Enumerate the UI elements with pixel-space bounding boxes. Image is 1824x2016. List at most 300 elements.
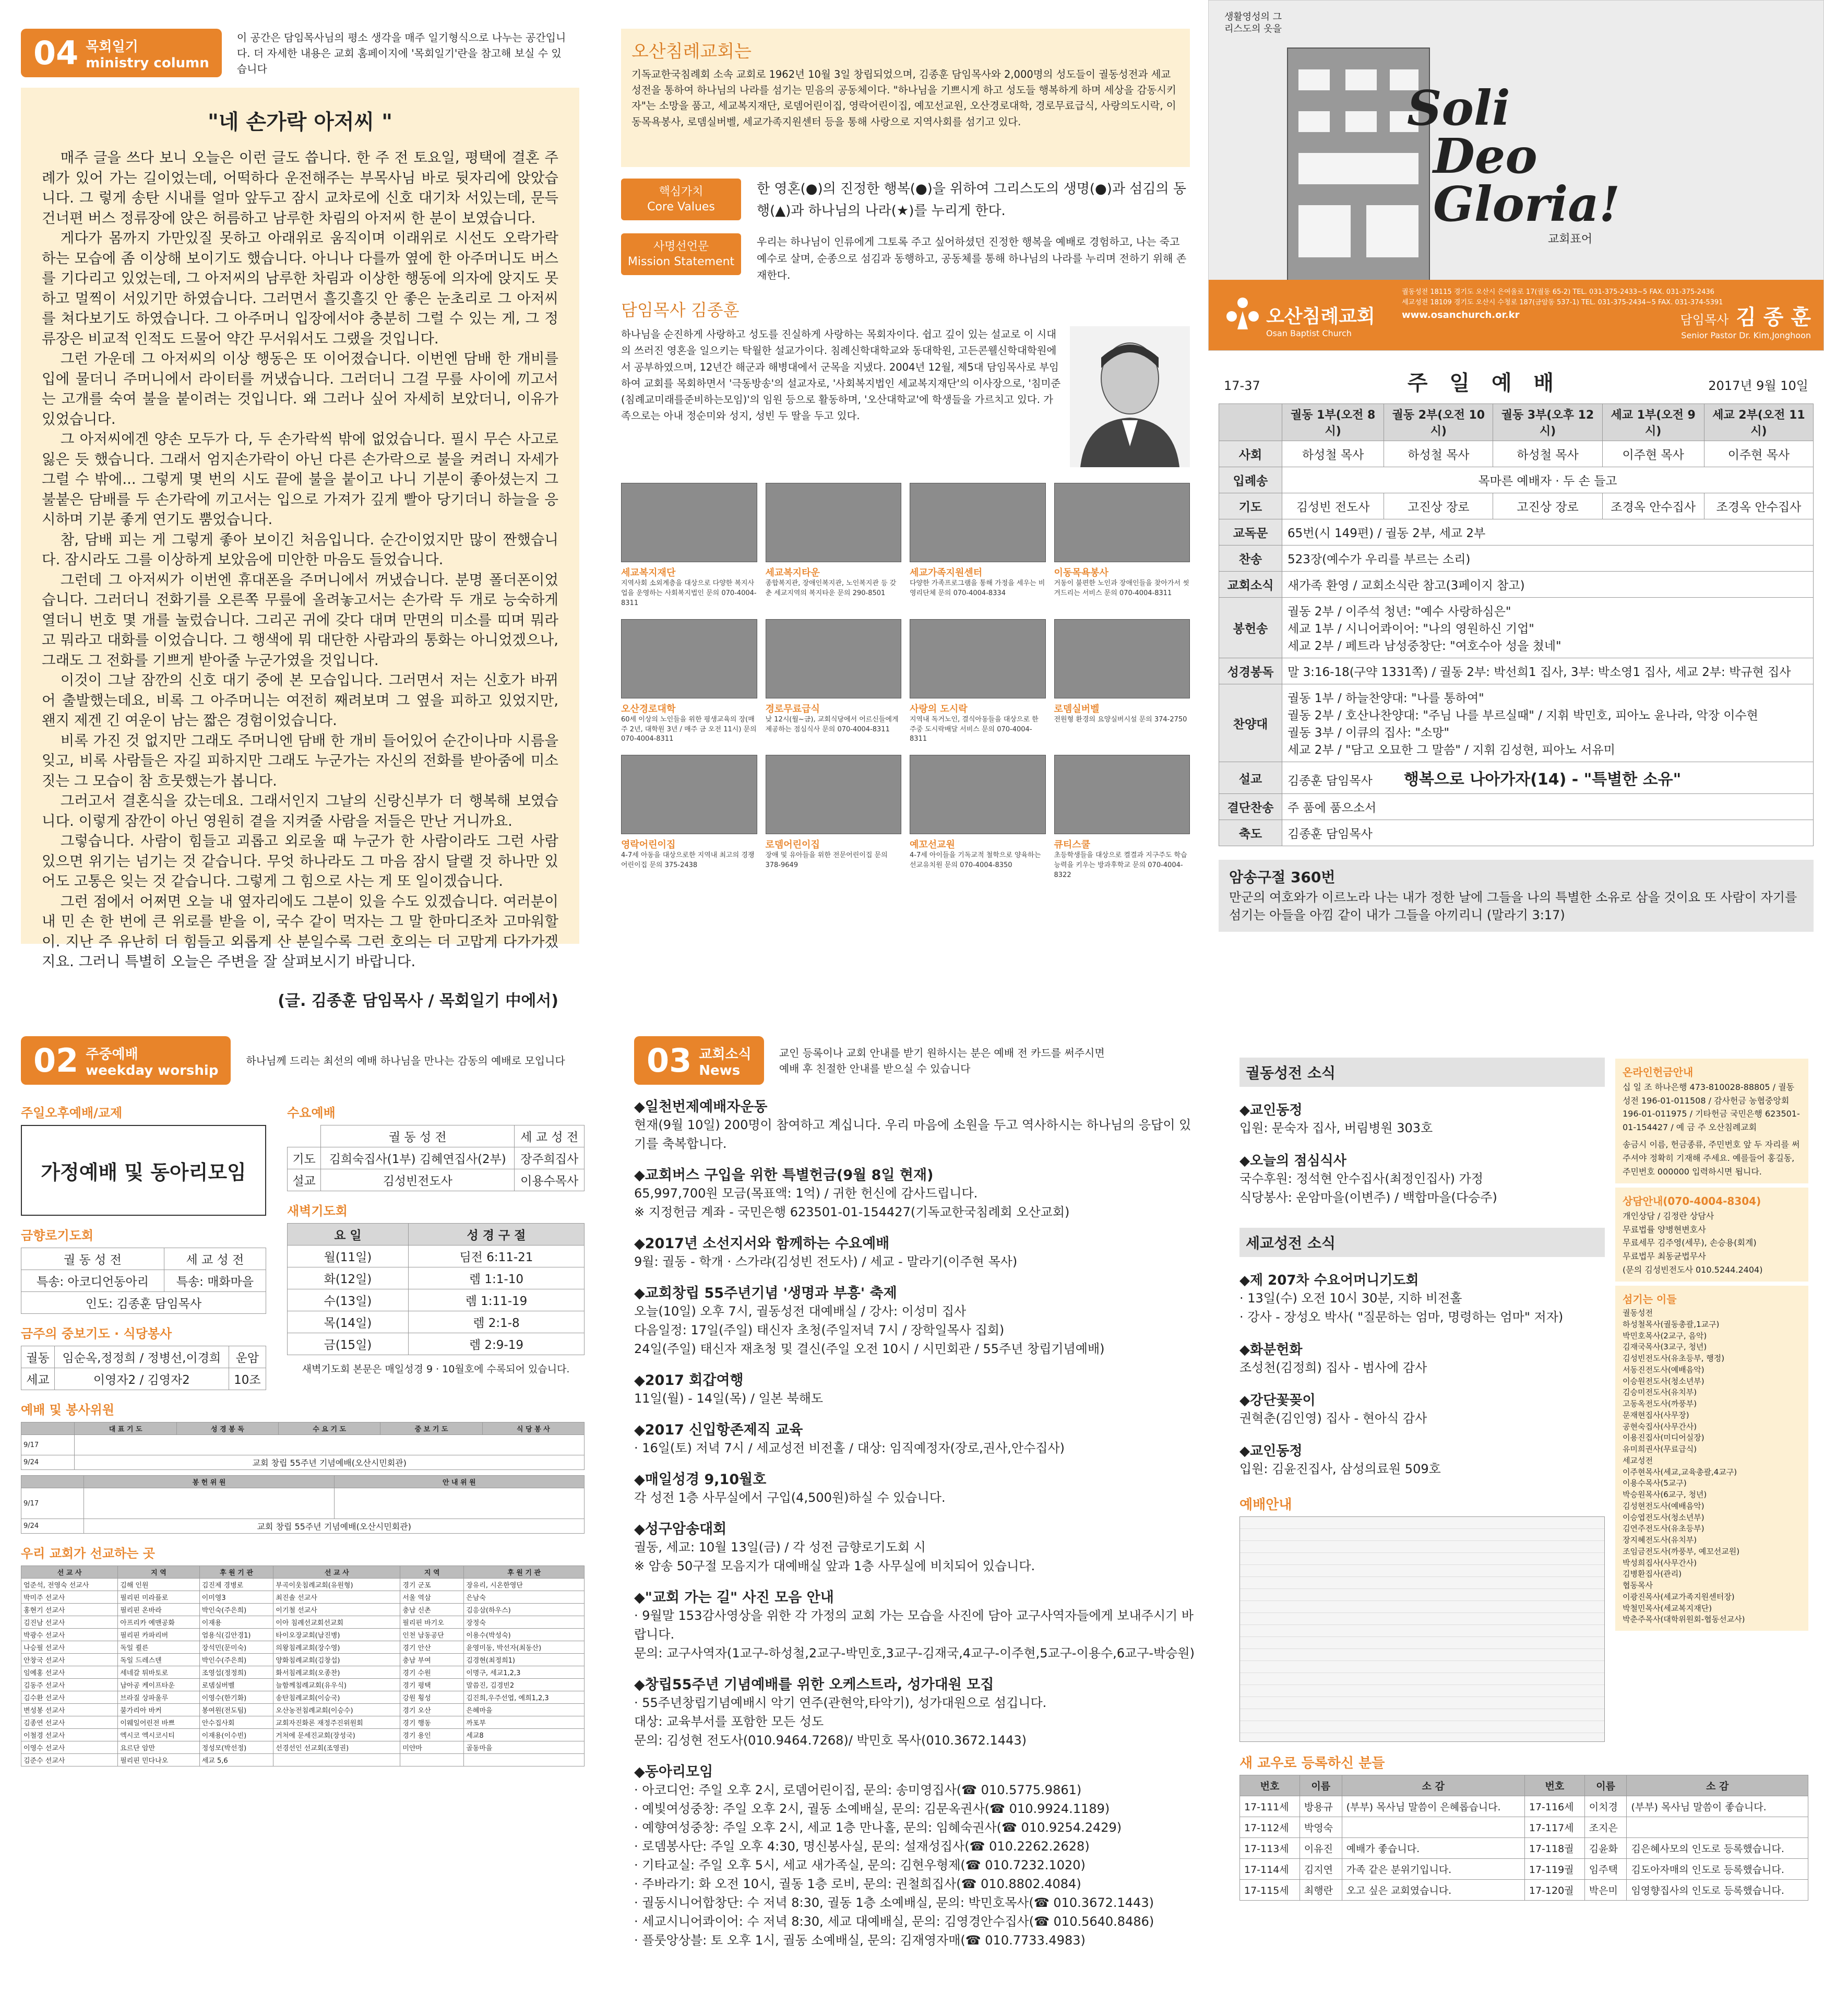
news-item-title: ◆일천번제예배자운동 [634, 1099, 768, 1115]
branch-news-body: 권혁춘(김인영) 집사 - 현아식 감사 [1239, 1411, 1427, 1426]
ministry-description: 장애 및 유아들을 위한 전문어린이집 문의 378-9649 [765, 851, 888, 870]
ministry-description: 60세 이상의 노인들을 위한 평생교육의 장(매주 2년, 대학원 3년 / 매주 금 오전 11시) 문의 070-4004-8311 [621, 715, 757, 743]
missionary-header: 후 원 기 관 [199, 1566, 273, 1579]
new-member-cell: 김윤화 [1584, 1838, 1627, 1859]
table-row [21, 1704, 585, 1716]
order-cell: 하성철 목사 [1493, 441, 1602, 467]
missionary-cell: 김해 인원 [118, 1579, 200, 1591]
missionary-cell: 필리핀 카파리버 [118, 1629, 200, 1641]
missionary-cell: 세교 5,6 [199, 1754, 273, 1766]
new-member-cell [1342, 1817, 1524, 1838]
motto-caption: 교회표어 [1548, 233, 1593, 246]
missionary-cell: 필리핀 온바라 [118, 1604, 200, 1616]
news-item-body: 각 성전 1층 사무실에서 구입(4,500원)하실 수 있습니다. [634, 1490, 946, 1505]
missionary-cell: 나승필 선교사 [21, 1641, 118, 1654]
worship-header [1208, 366, 1824, 396]
missionary-cell: 미얀마 [400, 1741, 464, 1754]
senior-pastor: 담임목사 김 종 훈 Senior Pastor Dr. Kim,Jonghoon [1680, 305, 1811, 340]
missionary-cell: 이아 침례선교회선교회 [273, 1616, 400, 1629]
weekly-prayer-title: 금주의 중보기도 · 식당봉사 [21, 1326, 172, 1341]
weekly-cell: 운암 [229, 1346, 266, 1368]
new-member-cell: 17-112세 [1240, 1817, 1300, 1838]
missionary-cell: 최진솔 선교사 [273, 1591, 400, 1604]
missionary-cell: 경기 안산 [400, 1641, 464, 1654]
new-members-table [1239, 1775, 1808, 1901]
order-cell: 하성철 목사 [1384, 441, 1493, 467]
memory-verse: 암송구절 360번 만군의 여호와가 이르노라 나는 내가 정한 날에 그들을 나의 특별한 소유로 삼을 것이요 또 사람이 자기를 섬기는 아들을 아낌 같이 내가 그들을 아끼리니 (말라기 3:17) [1219, 860, 1814, 932]
missionary-header: 선 교 사 [273, 1566, 400, 1579]
dawn-prayer-table [287, 1223, 585, 1355]
order-label: 교독문 [1219, 519, 1282, 545]
dawn-cell: 딤전 6:11-21 [408, 1246, 584, 1267]
missionary-cell: 이기철 선교사 [273, 1604, 400, 1616]
order-span-cell: 새가족 환영 / 교회소식란 참고(3페이지 참고) [1282, 572, 1814, 598]
ministry-photo [1054, 755, 1190, 834]
missionary-cell: 충남 신촌 [400, 1604, 464, 1616]
missionary-cell: 타이오장교회(남진병) [273, 1629, 400, 1641]
order-label: 결단찬송 [1219, 794, 1282, 820]
service-header: 세교 1부(오전 9시) [1602, 404, 1704, 441]
missionary-cell: 경기 행동 [400, 1716, 464, 1729]
section-intro: 하나님께 드리는 최선의 예배 하나님을 만나는 감동의 예배로 모입니다 [246, 1054, 565, 1067]
missionary-cell: 장유리, 시온한영단 [464, 1579, 585, 1591]
missionary-cell: 정성모(박선정) [199, 1741, 273, 1754]
staff-corner [21, 1422, 75, 1435]
section-badge: 04 목회일기 ministry column [21, 29, 222, 77]
missionary-cell: 경기 군포 [400, 1579, 464, 1591]
order-cell: 하성철 목사 [1282, 441, 1384, 467]
new-member-cell: 17-118궐 [1524, 1838, 1584, 1859]
ministry-photo-card [910, 619, 1046, 745]
staff-list-box: 섬기는 이들 궐동성전 하성철목사(궐동총괄,1교구) 박민호목사(2교구, 음악) 김재국목사(3교구, 청년) 김성빈전도사(유초등부, 행정) 서동진전도사(예배음악) 이승원전도사(청소년부) 김승미전도사(유치부) 고동옥전도사(까풍부) 문재현집사(사무장) 공현숙집사(사무간사) 이용진집사(미디어실장) 유미희권사(무료급식) 세교성전 이주현목사(세교,교육총괄,4교구) 이용수목사(5교구) 박승원목사(6교구, 청년) 김성현전도사(예배음악) 이승엽전도사(청소년부) 김연주전도사(유초등부) 장지혜전도사(유치부) 조임금전도사(까풍부, 예꼬선교원) 박성희집사(사무간사) 김병환집사(관리) 협동목사 이광진목사(세교가족지원센터장) 박철민목사(세교복지재단) 박춘주목사(대학위원회-협동선교사) [1615, 1286, 1808, 1631]
order-span-cell: 65번(시 149편) / 궐동 2부, 세교 2부 [1282, 519, 1814, 545]
news-item-title: ◆2017 신입항존제직 교육 [634, 1422, 803, 1438]
missionary-cell: 이재용(이수빈) [199, 1729, 273, 1741]
order-label: 입례송 [1219, 467, 1282, 493]
table-row [21, 1604, 585, 1616]
news-item-title: ◆동아리모임 [634, 1764, 713, 1780]
core-values [621, 179, 1190, 222]
church-history [621, 29, 1190, 167]
missionary-cell: 장석민(문미숙) [199, 1641, 273, 1654]
missionary-cell: 세교8 [464, 1729, 585, 1741]
column-signature: (글. 김종훈 담임목사 / 목회일기 中에서) [278, 991, 558, 1010]
dawn-cell: 렘 1:1-10 [408, 1267, 584, 1289]
order-row [1219, 519, 1814, 545]
staff-header: 수 요 기 도 [279, 1422, 380, 1435]
order-cell: 고진상 장로 [1384, 493, 1493, 519]
ministry-photo [621, 483, 757, 562]
missionary-cell: 경기 수원 [400, 1666, 464, 1679]
core-values-badge: 핵심가치 Core Values [621, 179, 741, 220]
order-cell: 김성빈 전도사 [1282, 493, 1384, 519]
ministry-description: 종합복지관, 장애인복지관, 노인복지관 등 갖춘 세교지역의 복지타운 문의 290-8501 [765, 579, 897, 598]
missionary-cell: 봉여원(전도팀) [199, 1704, 273, 1716]
order-label: 기도 [1219, 493, 1282, 519]
ministry-caption: 로뎀어린이집 [765, 839, 820, 851]
missionary-cell: 충남 부여 [400, 1654, 464, 1666]
sunday-afternoon-title: 주일오후예배/교제 [21, 1106, 123, 1120]
missionary-cell: 로뎀실버벨 [199, 1679, 273, 1691]
new-member-header: 소 감 [1342, 1775, 1524, 1796]
news-item [634, 1468, 1203, 1507]
order-row [1219, 820, 1814, 846]
missionary-cell: 이미영3 [199, 1591, 273, 1604]
missionary-cell: 강원 횡성 [400, 1691, 464, 1704]
worship-date: 2017년 9월 10일 [1708, 378, 1808, 393]
order-label: 교회소식 [1219, 572, 1282, 598]
missionary-cell: 경기 오산 [400, 1704, 464, 1716]
friday-title: 금향로기도회 [21, 1228, 94, 1243]
family-worship-box: 가정예배 및 동아리모임 [21, 1125, 266, 1216]
missionary-cell: 김준수 선교사 [21, 1754, 118, 1766]
missionary-cell: 김응삼(하우스) [464, 1604, 585, 1616]
order-corner [1219, 404, 1282, 441]
missionary-cell: 필리핀 바기오 [400, 1616, 464, 1629]
church-address: 궐동성전 18115 경기도 오산시 은여울로 17(궐동 65-2) TEL. 031-375-2433~5 FAX. 031-375-2436 세교성전 18109 경기도 오산시 수청로 187(금암동 537-1) TEL. 031-375-2434~5 FAX. 031-374-5391 www.osanchurch.or.kr [1402, 288, 1723, 321]
new-member-cell: 임주택 [1584, 1859, 1627, 1880]
table-row [21, 1579, 585, 1591]
worship-guide-table [1239, 1516, 1605, 1742]
column-title: "네 손가락 아저씨 " [208, 110, 392, 134]
missionary-cell: 경기 평택 [400, 1679, 464, 1691]
church-name: 오산침례교회 Osan Baptist Church [1266, 306, 1375, 338]
ministry-photo [766, 619, 902, 698]
ministry-description: 4-7세 아이들을 기독교적 철학으로 양육하는 선교유치원 문의 070-4004-8350 [910, 851, 1041, 870]
church-logo-icon [1224, 295, 1261, 332]
missionary-cell: 필리핀 미라플로 [118, 1591, 200, 1604]
mission-text: 우리는 하나님이 인류에게 그토록 주고 싶어하셨던 진정한 행복을 예배로 경험하고, 나는 죽고 예수로 살며, 순종으로 섬김과 동행하고, 공동체를 통해 하나님의 나라를 누리며 전하기 위해 존재한다. [757, 235, 1187, 282]
new-members-heading: 새 교우로 등록하신 분들 [1239, 1756, 1385, 1771]
ministry-description: 초등학생들을 대상으로 켤결과 지구주도 학습능력을 키우는 방과후학교 문의 070-4004-8322 [1054, 851, 1187, 879]
missionary-cell [273, 1754, 400, 1766]
branch-news-body: · 13일(수) 오전 10시 30분, 지하 비전홀 · 강사 - 장성오 박사( "질문하는 엄마, 명령하는 엄마" 저자) [1239, 1291, 1564, 1324]
column-paragraph: 이것이 그날 잠깐의 신호 대기 중에 본 모습입니다. 그러면서 저는 신호가 바뀌어 출발했는데요, 비록 그 아주머니는 여전히 째려보며 그 옆을 피하고 있었지만, 왠지 제겐 긴 여운이 남는 짧은 경험이었습니다. [42, 672, 558, 729]
order-span-cell: 목마른 예배자 · 두 손 들고 [1282, 467, 1814, 493]
ministry-caption: 오산경로대학 [621, 703, 676, 715]
new-member-header: 번호 [1524, 1775, 1584, 1796]
missionary-cell: 세네갈 튀바토로 [118, 1666, 200, 1679]
missionary-cell: 까포부 [464, 1716, 585, 1729]
missionary-title: 우리 교회가 선교하는 곳 [21, 1546, 155, 1561]
new-member-header: 번호 [1240, 1775, 1300, 1796]
missionary-cell: 임예홍 선교사 [21, 1666, 118, 1679]
missionary-cell: 필리핀 민다나오 [118, 1754, 200, 1766]
service-header: 궐동 1부(오전 8시) [1282, 404, 1384, 441]
news-item-body: 현재(9월 10일) 200명이 참여하고 계십니다. 우리 마음에 소원을 두고 역사하시는 하나님의 응답이 있기를 축복합니다. [634, 1118, 1191, 1151]
table-row [1240, 1796, 1808, 1817]
missionary-cell: 골동마을 [464, 1741, 585, 1754]
ministry-photo-card [910, 483, 1046, 609]
missionary-cell: 이철경 선교사 [21, 1729, 118, 1741]
missionary-cell: 엄용식(김안경1) [199, 1629, 273, 1641]
service-header: 궐동 2부(오전 10시) [1384, 404, 1493, 441]
ministry-photo [1054, 619, 1190, 698]
segyo-news-heading: 세교성전 소식 [1239, 1228, 1605, 1257]
new-member-cell: 가족 같은 분위기입니다. [1342, 1859, 1524, 1880]
new-member-cell: 박은미 [1584, 1880, 1627, 1901]
ministry-caption: 예꼬선교원 [910, 839, 955, 851]
worship-guide-heading: 예배안내 [1239, 1497, 1292, 1513]
new-member-cell: 이치경 [1584, 1796, 1627, 1817]
order-cell: 이주현 목사 [1602, 441, 1704, 467]
table-row [21, 1716, 585, 1729]
news-list [634, 1095, 1203, 1950]
news-item [634, 1282, 1203, 1358]
missionary-cell: 김종연 선교사 [21, 1716, 118, 1729]
ministry-caption: 세교복지재단 [621, 567, 676, 579]
missionary-cell: 화서침례교회(오종찬) [273, 1666, 400, 1679]
dawn-header: 요 일 [288, 1224, 409, 1246]
order-label: 축도 [1219, 820, 1282, 846]
column-paragraph: 그런 점에서 어쩌면 오늘 내 옆자리에도 그분이 있을 수도 있겠습니다. 여러분이 내 민 손 한 번에 큰 위로를 받을 이, 국수 같이 먹자는 그 말 한마디조차 고마워할 이. 지난 주 유난히 더 힘들고 외롭게 산 분일수록 그런 호의는 더 고맙게 다가가겠지요. 그러니 특별히 오늘은 주변을 잘 살펴보시기 바랍니다. [42, 893, 558, 970]
new-member-cell: 예배가 좋습니다. [1342, 1838, 1524, 1859]
table-row [21, 1729, 585, 1741]
ministry-description: 지역내 독거노인, 결식아동들을 대상으로 한 주중 도시락배달 서비스 문의 070-4004-8311 [910, 715, 1039, 743]
order-row [1219, 684, 1814, 762]
missionary-cell: 이재용 [199, 1616, 273, 1629]
order-row [1219, 545, 1814, 572]
pastor-profile [621, 326, 1190, 467]
dawn-prayer-title: 새벽기도회 [287, 1204, 348, 1218]
order-cell: 고진상 장로 [1493, 493, 1602, 519]
church-news-panel [634, 1036, 1203, 2016]
new-member-cell: 임영향집사의 인도로 등록했습니다. [1627, 1880, 1808, 1901]
ministry-caption: 경로무료급식 [765, 703, 820, 715]
order-row [1219, 493, 1814, 519]
missionary-cell: 독일 드레스덴 [118, 1654, 200, 1666]
ministry-caption: 세교가족지원센터 [910, 567, 983, 579]
order-cell: 조경옥 안수집사 [1602, 493, 1704, 519]
news-item [634, 1673, 1203, 1750]
dawn-header: 성 경 구 절 [408, 1224, 584, 1246]
new-member-header: 이름 [1300, 1775, 1342, 1796]
branch-news-body: 입원: 김윤진집사, 삼성의료원 509호 [1239, 1462, 1441, 1476]
missionary-cell: 김진제 경병로 [199, 1579, 273, 1591]
church-intro-panel [621, 29, 1190, 979]
ministry-caption: 세교복지타운 [765, 567, 820, 579]
ministry-caption: 영락어린이집 [621, 839, 676, 851]
ministry-photo [621, 619, 757, 698]
ministry-photo [910, 619, 1046, 698]
new-member-header: 이름 [1584, 1775, 1627, 1796]
news-item-title: ◆성구암송대회 [634, 1521, 727, 1537]
news-item [634, 1760, 1203, 1950]
worship-title: 주 일 예 배 [1407, 371, 1561, 395]
table-row [21, 1591, 585, 1604]
news-item [634, 1232, 1203, 1271]
missionary-cell: 박미주 선교사 [21, 1591, 118, 1604]
branch-news-title: ◆화분헌화 [1239, 1342, 1303, 1358]
column-paragraph: 그런 가운데 그 아저씨의 이상 행동은 또 이어졌습니다. 이번엔 담배 한 개비를 입에 물더니 주머니에서 라이터를 꺼냈습니다. 그러더니 그걸 무릎 사이에 끼고서는 고개를 숙여 불을 붙이려는 것입니다. 왜 그러나 싶어 자세히 보았더니, 이유가 있었습니다. [42, 350, 558, 428]
news-item-body: · 아코디언: 주일 오후 2시, 로뎀어린이집, 문의: 송미영집사(☎ 010.5775.9861) · 예빛여성중창: 주일 오후 2시, 궐동 소예배실, 문의: 김문옥권사(☎ 010.9924.1189) · 예향여성중창: 주일 오후 2시, 세교 1층 만나홀, 문의: 임혜숙권사(☎ 010.9254.2429) · 로뎀봉사단: 주일 오후 4:30, 명신봉사실, 문의: 설재성집사(☎ 010.2262.2628) · 기타교실: 주일 오후 5시, 세교 새가족실, 문의: 김현우형제(☎ 010.7232.1020) · 주바라기: 화 오전 10시, 궐동 1층 로비, 문의: 권철희집사(☎ 010.8802.4084) · 궐동시니어합창단: 수 저녁 8:30, 궐동 1층 소예배실, 문의: 박민호목사(☎ 010.3672.1443) · 세교시니어콰이어: 수 저녁 8:30, 세교 대예배실, 문의: 김영경안수집사(☎ 010.5640.8486) · 플룻앙상블: 토 오후 1시, 궐동 소예배실, 문의: 김재영자매(☎ 010.7733.4983) [634, 1783, 1154, 1948]
missionary-cell: 늘함께침례교회(유우식) [273, 1679, 400, 1691]
missionary-header: 지 역 [400, 1566, 464, 1579]
news-item-body: · 9월말 153감사영상을 위한 각 가정의 교회 가는 모습을 사진에 담아 교구사역자들에게 보내주시기 바랍니다. 문의: 교구사역자(1교구-하성철,2교구-박민호,3교구-김재국,4교구-이주현,5교구-이용수,6교구-박승원) [634, 1608, 1195, 1661]
ministry-photo-card [766, 483, 902, 609]
missionary-cell: 아프리카 예맨공화 [118, 1616, 200, 1629]
new-member-cell [1627, 1817, 1808, 1838]
missionary-cell: 김경현(최정희1) [464, 1654, 585, 1666]
cover-panel [1208, 0, 1824, 955]
order-span-cell: 말 3:16-18(구약 1331쪽) / 궐동 2부: 박선희1 집사, 3부: 박소영1 집사, 세교 2부: 박규현 집사 [1282, 658, 1814, 684]
staff-header: 식 당 봉 사 [482, 1422, 584, 1435]
column-text [42, 148, 558, 972]
issue-number: 17-37 [1224, 378, 1260, 393]
new-member-cell: 17-119궐 [1524, 1859, 1584, 1880]
new-member-cell: 17-116세 [1524, 1796, 1584, 1817]
table-row [1240, 1838, 1808, 1859]
pastor-heading: 담임목사 김종훈 [621, 300, 740, 321]
order-cell: 조경옥 안수집사 [1704, 493, 1813, 519]
ministry-photo-card [621, 483, 757, 609]
missionary-cell: 엄준석, 전영숙 선교사 [21, 1579, 118, 1591]
history-heading: 오산침례교회는 [631, 41, 752, 62]
table-row [1240, 1859, 1808, 1880]
order-row [1219, 658, 1814, 684]
ministry-caption: 사랑의 도시락 [910, 703, 968, 715]
new-member-cell: 이유진 [1300, 1838, 1342, 1859]
missionary-cell: 김동주 선교사 [21, 1679, 118, 1691]
dawn-cell: 목(14일) [288, 1311, 409, 1333]
ministry-description: 다양한 가족프로그램을 통해 가정을 세우는 비영리단체 문의 070-4004-8334 [910, 579, 1045, 598]
cover-motto: Soli Deo Gloria! [1407, 80, 1620, 232]
weekly-cell: 10조 [229, 1368, 266, 1390]
order-label: 성경봉독 [1219, 658, 1282, 684]
ministry-photo-card [1054, 755, 1190, 881]
service-header: 궐동 3부(오후 12시) [1493, 404, 1602, 441]
core-values-text: 한 영혼(●)의 진정한 행복(●)을 위하여 그리스도의 생명(●)과 섬김의 동행(▲)과 하나님의 나라(★)를 누리게 한다. [757, 181, 1186, 219]
new-member-cell: (부부) 목사님 말씀이 은혜롭습니다. [1342, 1796, 1524, 1817]
missionary-cell: 은혜마을 [464, 1704, 585, 1716]
missionary-cell: 브라질 상파울루 [118, 1691, 200, 1704]
missionary-cell: 이영수(한기화) [199, 1691, 273, 1704]
missionary-cell: 독일 쾰른 [118, 1641, 200, 1654]
table-row [21, 1754, 585, 1766]
branch-news-panel [1239, 1054, 1819, 2016]
table-row [21, 1691, 585, 1704]
ministry-caption: 로뎀실버벨 [1054, 703, 1100, 715]
missionary-cell: 김진희,우주선엽, 예희1,2,3 [464, 1691, 585, 1704]
ministry-photo [621, 755, 757, 834]
missionary-cell: 거처에 문세진교회(장성국) [273, 1729, 400, 1741]
section-badge: 02 주중예배 weekday worship [21, 1036, 231, 1085]
new-member-cell: 오고 싶은 교회였습니다. [1342, 1880, 1524, 1901]
news-item-title: ◆2017 회갑여행 [634, 1372, 744, 1389]
new-member-cell: 17-115세 [1240, 1880, 1300, 1901]
missionary-cell: 의왕침례교회(장수영) [273, 1641, 400, 1654]
cover-slogan: 생활영성의 그리스도의 옷을 [1224, 11, 1282, 35]
church-info-bar [1209, 280, 1823, 350]
news-item [634, 1369, 1203, 1408]
missionary-cell: 부곡이웃침례교회(유원형) [273, 1579, 400, 1591]
dawn-cell: 금(15일) [288, 1333, 409, 1355]
table-row [21, 1654, 585, 1666]
order-span-cell: 궐동 2부 / 이주석 청년: "예수 사랑하심은" 세교 1부 / 시니어콰이어: "나의 영원하신 기업" 세교 2부 / 페트라 남성중창단: "여호수아 성을 쳤네" [1282, 598, 1814, 658]
branch-news-body: 국수후원: 정석현 안수집사(최정인집사) 가정 식당봉사: 운암마을(이변주) / 백합마을(다승주) [1239, 1171, 1497, 1205]
section-badge: 03 교회소식 News [634, 1036, 764, 1085]
ministry-column-panel [21, 29, 579, 1010]
order-label: 사회 [1219, 441, 1282, 467]
news-item-body: · 55주년창립기념예배시 악기 연주(관현악,타악기), 성가대원으로 섬깁니다. 대상: 교육부서를 포함한 모든 성도 문의: 김성현 전도사(010.9464.7268)/ 박민호 목사(010.3672.1443) [634, 1695, 1047, 1748]
news-item-title: ◆교회창립 55주년기념 '생명과 부흥' 축제 [634, 1285, 897, 1301]
dawn-cell: 렘 1:11-19 [408, 1289, 584, 1311]
missionary-cell: 박인수(주은희) [199, 1654, 273, 1666]
new-member-cell: 17-113세 [1240, 1838, 1300, 1859]
table-row [1240, 1817, 1808, 1838]
service-staff-table: 대 표 기 도 성 경 봉 독 수 요 기 도 중 보 기 도 식 당 봉 사 9/17 9/24 교회 창립 55주년 기념예배(오산시민회관) [21, 1422, 585, 1470]
news-item-title: ◆교회버스 구입을 위한 특별헌금(9월 8일 현재) [634, 1167, 934, 1183]
missionary-cell: 엑시코 엑시코시티 [118, 1729, 200, 1741]
branch-news-title: ◆교인동정 [1239, 1443, 1303, 1459]
order-cell: 이주현 목사 [1704, 441, 1813, 467]
missionary-cell: 안수집사회 [199, 1716, 273, 1729]
friday-table: 궐 동 성 전 세 교 성 전 특송: 아코디언동아리 특송: 매화마을 인도: 김종훈 담임목사 [21, 1248, 266, 1314]
gwoldong-news-list [1239, 1099, 1605, 1207]
order-label: 찬양대 [1219, 684, 1282, 762]
missionary-cell: 이명구, 세교1,2,3 [464, 1666, 585, 1679]
ministry-photo-card [910, 755, 1046, 881]
branch-news-body: 조성천(김정희) 집사 - 범사에 감사 [1239, 1360, 1427, 1375]
missionary-header: 후 원 기 관 [464, 1566, 585, 1579]
column-paragraph: 비록 가진 것 없지만 그래도 주머니엔 담배 한 개비 들어있어 순간이나마 시름을 잊고, 비록 사람들은 자길 피하지만 그래도 누군가는 자신의 전화를 받아줌에 미소 짓는 그 모습이 참 흐뭇했는가 봅니다. [42, 732, 558, 789]
missionary-cell: 박광수 선교사 [21, 1629, 118, 1641]
missionary-cell: 선경선인 선교회(조영권) [273, 1741, 400, 1754]
news-item-title: ◆매일성경 9,10월호 [634, 1472, 767, 1488]
section-intro: 교인 등록이나 교회 안내를 받기 원하시는 분은 예배 전 카드를 써주시면 예배 후 친절한 안내를 받으실 수 있습니다 [779, 1046, 1105, 1075]
branch-news-title: ◆오늘의 점심식사 [1239, 1153, 1346, 1169]
ministry-caption: 이동목욕봉사 [1054, 567, 1108, 579]
ministry-photo [910, 755, 1046, 834]
column-paragraph: 그런데 그 아저씨가 이번엔 휴대폰을 주머니에서 꺼냈습니다. 분명 폴더폰이었습니다. 그러더니 전화기를 오른쪽 무릎에 올려놓고서는 손가락 두 개로 능숙하게 열더니 번호 몇 개를 눌렀습니다. 그리곤 귀에 갖다 대며 만면의 미소를 띠며 뭐라고 뭐라고 대화를 이었습니다. 그 행색에 뭐 대단한 사람과의 통화는 아니었겠으나, 그래도 그 전화를 기쁘게 받아줄 누군가였을 것입니다. [42, 571, 558, 669]
weekly-cell: 임순옥,정정희 / 정병선,이경희 [54, 1346, 229, 1368]
missionary-cell: 홍현기 선교사 [21, 1604, 118, 1616]
weekly-cell: 이영자2 / 김영자2 [54, 1368, 229, 1390]
missionary-cell: 박인숙(주은희) [199, 1604, 273, 1616]
news-item-title: ◆2017년 소선지서와 함께하는 수요예배 [634, 1236, 890, 1252]
missionary-cell: 안창국 선교사 [21, 1654, 118, 1666]
missionary-cell [400, 1754, 464, 1766]
branch-news-body: 입원: 문숙자 집사, 버림병원 303호 [1239, 1121, 1433, 1135]
news-item-body: 궐동, 세교: 10월 13일(금) / 각 성전 금향로기도회 시 ※ 암송 50구절 모음지가 대예배실 앞과 1층 사무실에 비치되어 있습니다. [634, 1540, 1035, 1573]
online-offering-box: 온라인헌금안내 십 일 조 하나은행 473-810028-88805 / 궐동성전 196-01-011508 / 감사헌금 농협중앙회 196-01-011975 / 기타헌금 국민은행 623501-01-154427 / 예 금 주 오산침례교회 송금시 이름, 헌금종류, 주민번호 앞 두 자리를 써주셔야 정확히 기재해 주세요. 예를들어 홍길동, 주민번호 000000 입력하시면 됩니다. [1615, 1059, 1808, 1183]
wednesday-table: 궐 동 성 전 세 교 성 전 기도 김희숙집사(1부) 김혜연집사(2부) 장주희집사 설교 김성빈전도사 이용수목사 [287, 1125, 585, 1191]
table-row [1240, 1880, 1808, 1901]
new-member-cell: 방용규 [1300, 1796, 1342, 1817]
ministry-caption: 큐티스쿨 [1054, 839, 1091, 851]
new-member-cell: 최행란 [1300, 1880, 1342, 1901]
news-item-body: 65,997,700원 모금(목표액: 1억) / 귀한 헌신에 감사드립니다. ※ 지정헌금 계좌 - 국민은행 623501-01-154427(기독교한국침례회 오산교회) [634, 1186, 1070, 1219]
branch-news-title: ◆제 207차 수요어머니기도회 [1239, 1273, 1419, 1288]
news-header [634, 1036, 1203, 1085]
missionary-cell: 송탄침례교회(이승국) [273, 1691, 400, 1704]
new-member-header: 소 감 [1627, 1775, 1808, 1796]
dawn-cell: 렘 2:9-19 [408, 1333, 584, 1355]
order-label: 봉헌송 [1219, 598, 1282, 658]
new-member-cell: 조지은 [1584, 1817, 1627, 1838]
section-intro: 이 공간은 담임목사님의 평소 생각을 매주 일기형식으로 나누는 공간입니다. 더 자세한 내용은 교회 홈페이지에 '목회일기'란을 참고해 보실 수 있습니다 [236, 31, 566, 75]
ministry-photo-card [621, 619, 757, 745]
missionary-header: 지 역 [118, 1566, 200, 1579]
branch-news-title: ◆강단꽃꽂이 [1239, 1393, 1316, 1408]
ministry-photo-grid [621, 483, 1190, 881]
table-row [21, 1629, 585, 1641]
new-member-cell: 김지연 [1300, 1859, 1342, 1880]
ministry-photo-card [766, 755, 902, 881]
news-item-title: ◆"교회 가는 길" 사진 모음 안내 [634, 1590, 834, 1606]
table-row [21, 1741, 585, 1754]
ministry-description: 낮 12시(월~금), 교회식당에서 어르신들에게 제공하는 점심식사 문의 070-4004-8311 [765, 715, 899, 733]
